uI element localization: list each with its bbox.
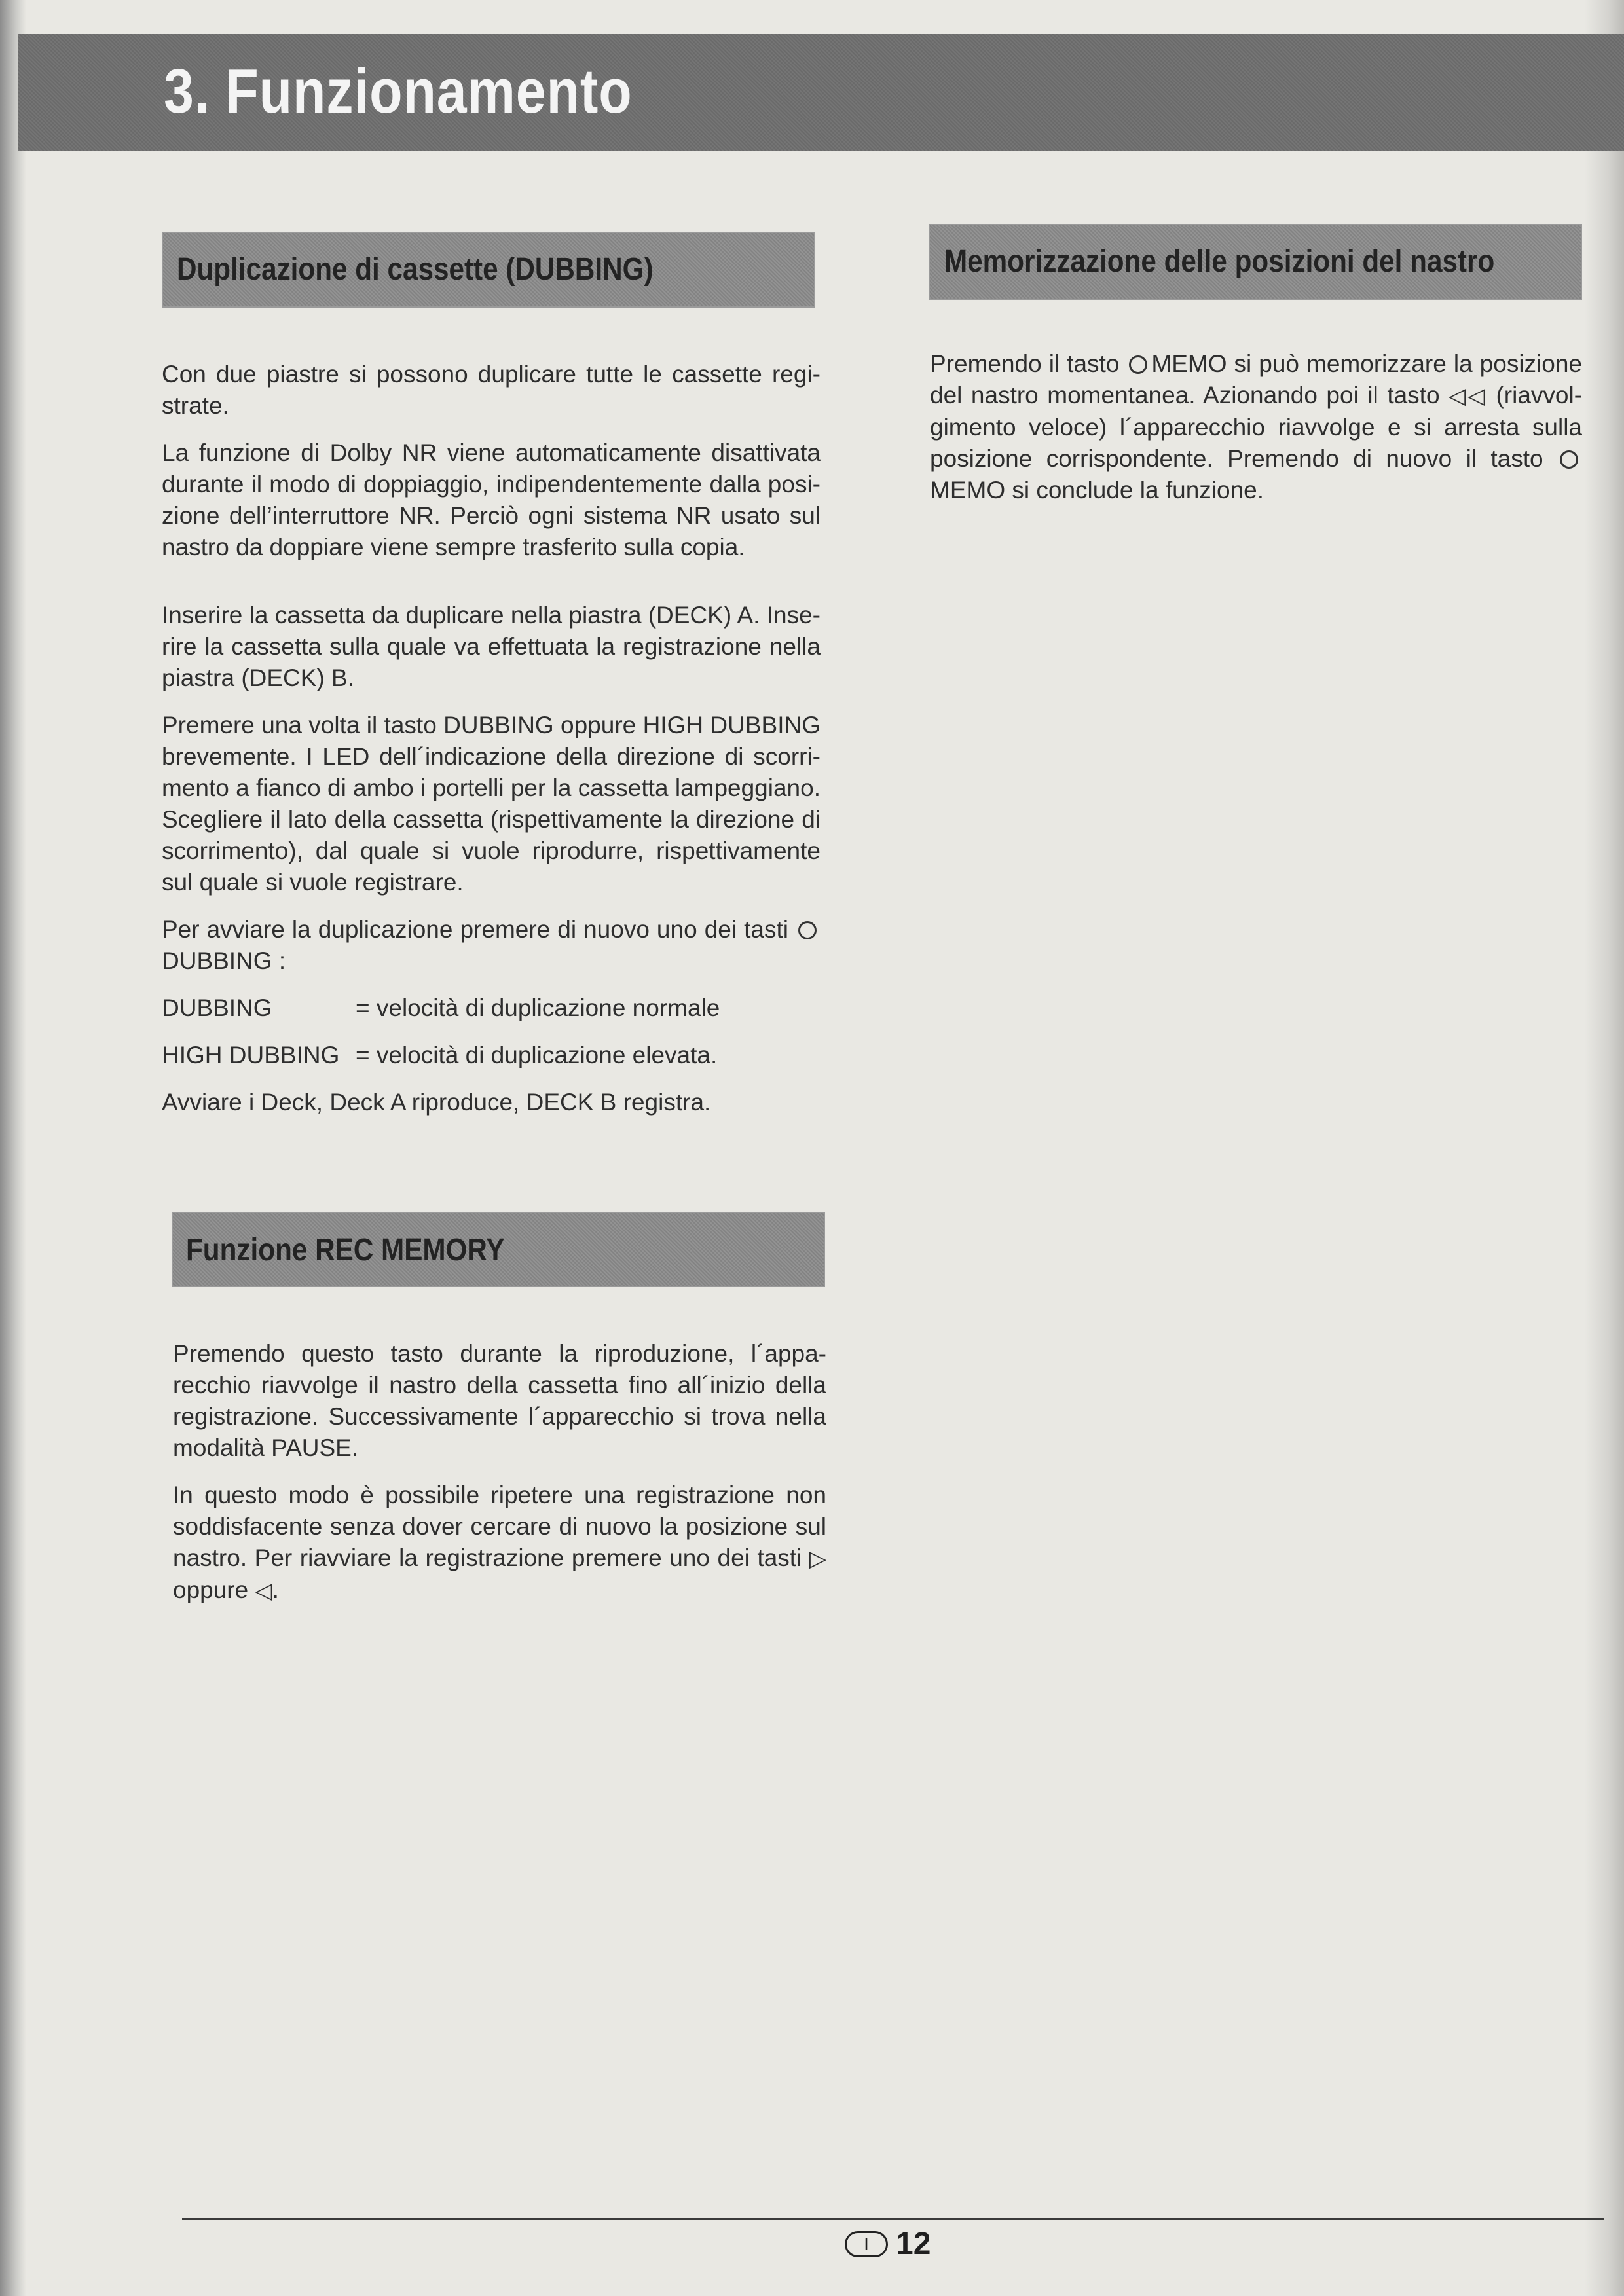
dubbing-definition-normal	[162, 993, 821, 1024]
rec-memory-body	[173, 1338, 826, 1622]
page-number	[845, 2226, 931, 2262]
dubbing-p5-end: DUBBING :	[162, 947, 286, 974]
definition-term: HIGH DUBBING	[162, 1042, 340, 1068]
footer-rule	[182, 2218, 1604, 2220]
dubbing-paragraph-1: Con due piastre si possono duplicare tutte le cassette regi-strate.	[162, 361, 821, 419]
dubbing-heading: Duplicazione di cassette (DUBBING)	[177, 252, 654, 287]
rec-memory-p2-text: In questo modo è possibile ripetere una registrazione non soddisfacente senza dover cercare di nuovo la posizione sul nastro. Per riavviare la registrazione premere uno dei tasti	[173, 1482, 826, 1571]
dubbing-paragraph-2: La funzione di Dolby NR viene automaticamente disattivata durante il modo di doppiaggio, indipendentemente dalla posi-zione dell’interruttore NR. Perciò ogni sistema NR usato sul nastro da doppiare viene sempre trasferito sulla copia.	[162, 439, 821, 560]
rec-memory-p2-or: oppure	[173, 1576, 249, 1603]
language-badge: I	[845, 2231, 888, 2257]
dubbing-paragraph-6: Avviare i Deck, Deck A riproduce, DECK B registra.	[162, 1089, 711, 1116]
memo-body	[930, 348, 1582, 522]
page-number-value: 12	[896, 2227, 931, 2261]
rec-memory-paragraph-2	[173, 1480, 826, 1607]
definition-description: = velocità di duplicazione normale	[356, 994, 720, 1021]
memo-text-d: MEMO si conclude la funzione.	[930, 477, 1264, 503]
dubbing-p5-text: Per avviare la duplicazione premere di nuovo uno dei tasti	[162, 916, 788, 943]
page-edge-shadow	[1585, 0, 1624, 2296]
memo-text-a: Premendo il tasto	[930, 350, 1120, 377]
memo-heading: Memorizzazione delle posizioni del nastro	[944, 244, 1495, 279]
memo-text-b: MEMO si può memorizzare la posizione del nastro momentanea. Azionando poi il tasto	[930, 350, 1582, 409]
dubbing-paragraph-3: Inserire la cassetta da duplicare nella piastra (DECK) A. Inse-rire la cassetta sulla quale va effettuata la registrazione nella piastra (DECK) B.	[162, 602, 821, 691]
dubbing-paragraph-4: Premere una volta il tasto DUBBING oppure HIGH DUBBING brevemente. I LED dell´indicazione della direzione di scorri-mento a fianco di ambo i portelli per la cassetta lampeggiano. Scegliere il lato della cassetta (rispettivamente la direzione di scorrimento), dal quale si vuole riprodurre, rispettivamente sul quale si vuole registrare.	[162, 712, 821, 896]
circle-button-icon	[1560, 450, 1578, 469]
dubbing-definition-high	[162, 1040, 821, 1071]
circle-button-icon	[798, 921, 817, 939]
circle-button-icon	[1129, 355, 1147, 374]
dubbing-paragraph-5	[162, 914, 821, 977]
dubbing-body	[162, 359, 821, 1134]
binding-edge	[0, 0, 26, 2296]
rec-memory-heading: Funzione REC MEMORY	[186, 1233, 505, 1267]
chapter-title: 3. Funzionamento	[164, 56, 633, 126]
play-icon: ▷	[809, 1546, 826, 1572]
definition-term: DUBBING	[162, 994, 272, 1021]
reverse-play-icon: ◁	[255, 1578, 272, 1604]
rewind-icon: ◁◁	[1449, 383, 1487, 409]
memo-paragraph-1	[930, 348, 1582, 506]
rec-memory-paragraph-1: Premendo questo tasto durante la riproduzione, l´appa-recchio riavvolge il nastro della cassetta fino all´inizio della registrazione. Successivamente l´apparecchio si trova nella modalità PAUSE.	[173, 1340, 826, 1461]
definition-description: = velocità di duplicazione elevata.	[356, 1042, 718, 1068]
rec-memory-p2-end: .	[272, 1576, 279, 1603]
memo-text-c: (riavvol-gimento veloce) l´apparecchio riavvolge e si arresta sulla posizione corrispondente. Premendo di nuovo il tasto	[930, 382, 1583, 472]
